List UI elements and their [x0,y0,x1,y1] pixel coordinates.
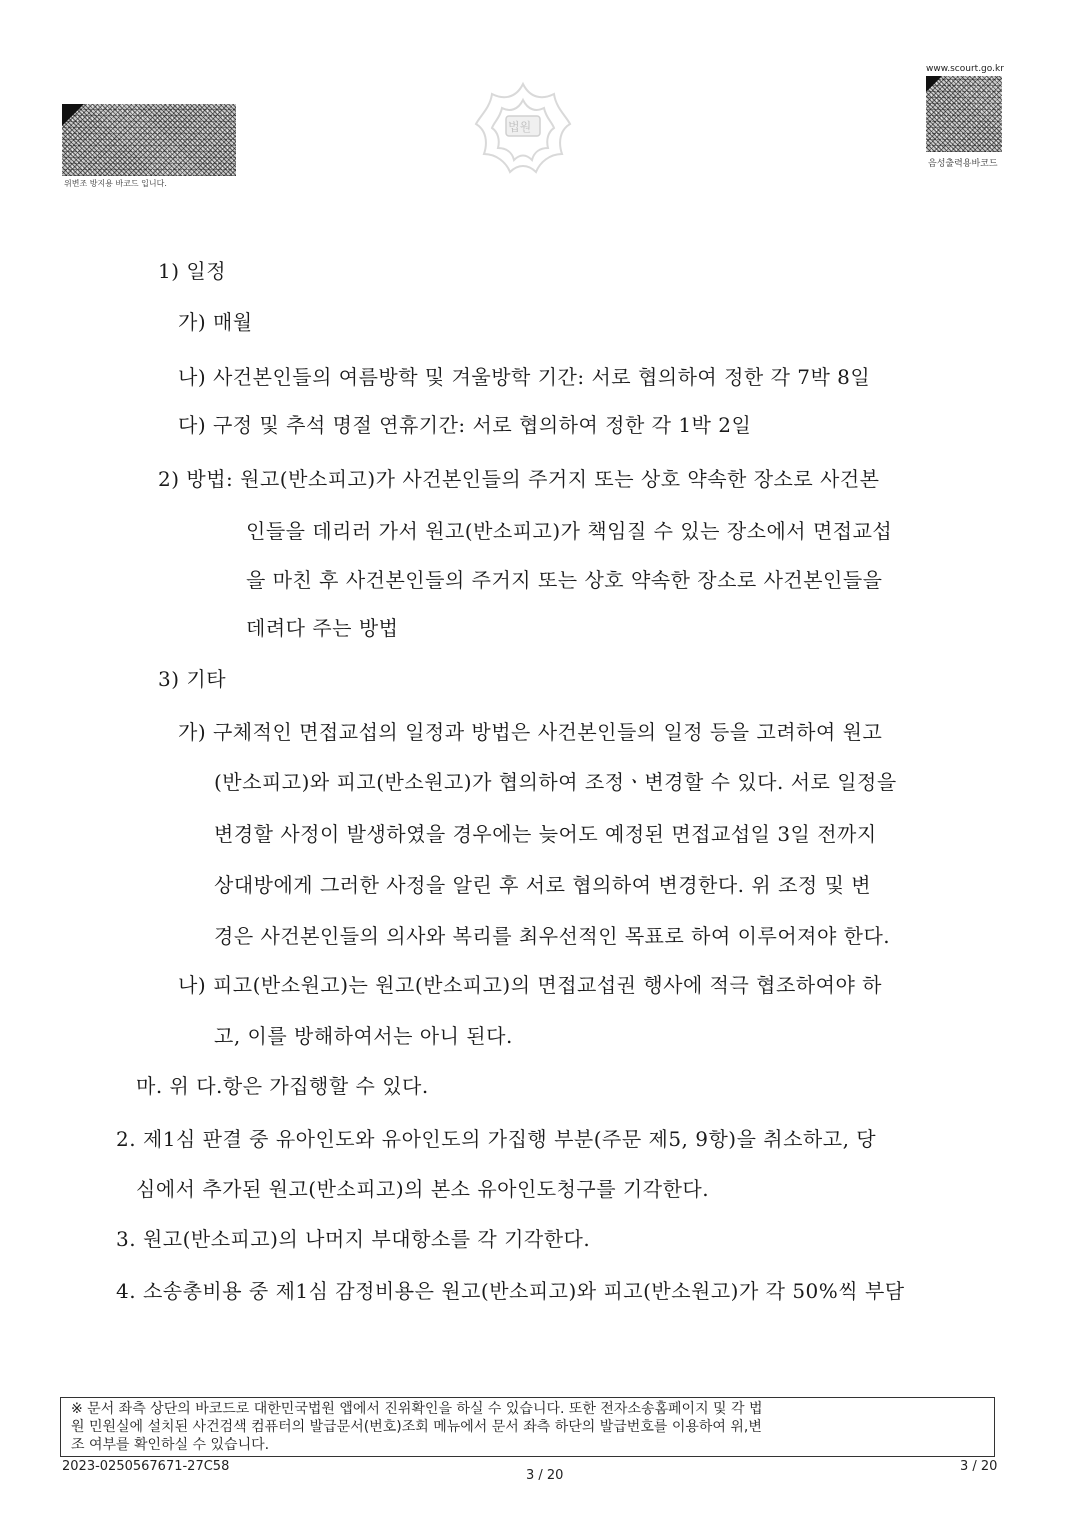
item-ma-provisional: 마. 위 다.항은 가집행할 수 있다. [136,1074,429,1098]
item-3-other: 3) 기타 [158,667,227,691]
notice-line-1: ※ 문서 좌측 상단의 바코드로 대한민국법원 앱에서 진위확인을 하실 수 있습니다. 또한 전자소송홈페이지 및 각 법 [71,1401,763,1417]
item-2-method: 2) 방법: 원고(반소피고)가 사건본인들의 주거지 또는 상호 약속한 장소로 사건본 [158,467,880,491]
court-emblem-label: 법원 [508,120,532,134]
notice-line-3: 조 여부를 확인하실 수 있습니다. [71,1437,270,1453]
barcode-corner-mark-icon [926,76,942,92]
court-website-url: www.scourt.go.kr [926,64,1004,74]
order-4: 4. 소송총비용 중 제1심 감정비용은 원고(반소피고)와 피고(반소원고)가 각 50%씩 부담 [116,1279,905,1303]
item-3a-paragraph-1: 가) 구체적인 면접교섭의 일정과 방법은 사건본인들의 일정 등을 고려하여 원고 [178,720,883,744]
verification-notice-box [60,1397,995,1457]
item-1a-monthly: 가) 매월 [178,310,253,334]
anti-forgery-barcode [62,104,236,176]
item-2-method-cont-2: 을 마친 후 사건본인들의 주거지 또는 상호 약속한 장소로 사건본인들을 [246,568,883,592]
item-2-method-cont-3: 데려다 주는 방법 [246,616,399,640]
notice-line-2: 원 민원실에 설치된 사건검색 컴퓨터의 발급문서(번호)조회 메뉴에서 문서 좌측 하단의 발급번호를 이용하여 위,변 [71,1419,762,1435]
right-barcode-caption: 음성출력용바코드 [928,159,998,169]
page-number-center: 3 / 20 [526,1468,564,1483]
item-2-method-cont-1: 인들을 데리러 가서 원고(반소피고)가 책임질 수 있는 장소에서 면접교섭 [246,519,893,543]
order-2-line-2: 심에서 추가된 원고(반소피고)의 본소 유아인도청구를 기각한다. [136,1177,710,1201]
item-3a-paragraph-5: 경은 사건본인들의 의사와 복리를 최우선적인 목표로 하여 이루어져야 한다. [214,924,891,948]
item-3a-paragraph-2: (반소피고)와 피고(반소원고)가 협의하여 조정ㆍ변경할 수 있다. 서로 일정을 [214,770,897,794]
item-3a-paragraph-4: 상대방에게 그러한 사정을 알린 후 서로 협의하여 변경한다. 위 조정 및 변 [214,873,872,897]
item-1-schedule: 1) 일정 [158,259,227,283]
order-2-line-1: 2. 제1심 판결 중 유아인도와 유아인도의 가집행 부분(주문 제5, 9항)을 취소하고, 당 [116,1127,877,1151]
order-3: 3. 원고(반소피고)의 나머지 부대항소를 각 기각한다. [116,1227,591,1251]
item-3b-paragraph-1: 나) 피고(반소원고)는 원고(반소피고)의 면접교섭권 행사에 적극 협조하여야 하 [178,973,882,997]
issue-number: 2023-0250567671-27C58 [62,1459,230,1474]
item-1b-vacation: 나) 사건본인들의 여름방학 및 겨울방학 기간: 서로 협의하여 정한 각 7박 8일 [178,365,871,389]
left-barcode-caption: 위변조 방지용 바코드 입니다. [64,179,167,188]
item-3a-paragraph-3: 변경할 사정이 발생하였을 경우에는 늦어도 예정된 면접교섭일 3일 전까지 [214,822,877,846]
barcode-corner-mark-icon [62,104,84,126]
item-3b-paragraph-2: 고, 이를 방해하여서는 아니 된다. [214,1024,513,1048]
page-number-right: 3 / 20 [960,1459,998,1474]
item-1c-holidays: 다) 구정 및 추석 명절 연휴기간: 서로 협의하여 정한 각 1박 2일 [178,413,752,437]
